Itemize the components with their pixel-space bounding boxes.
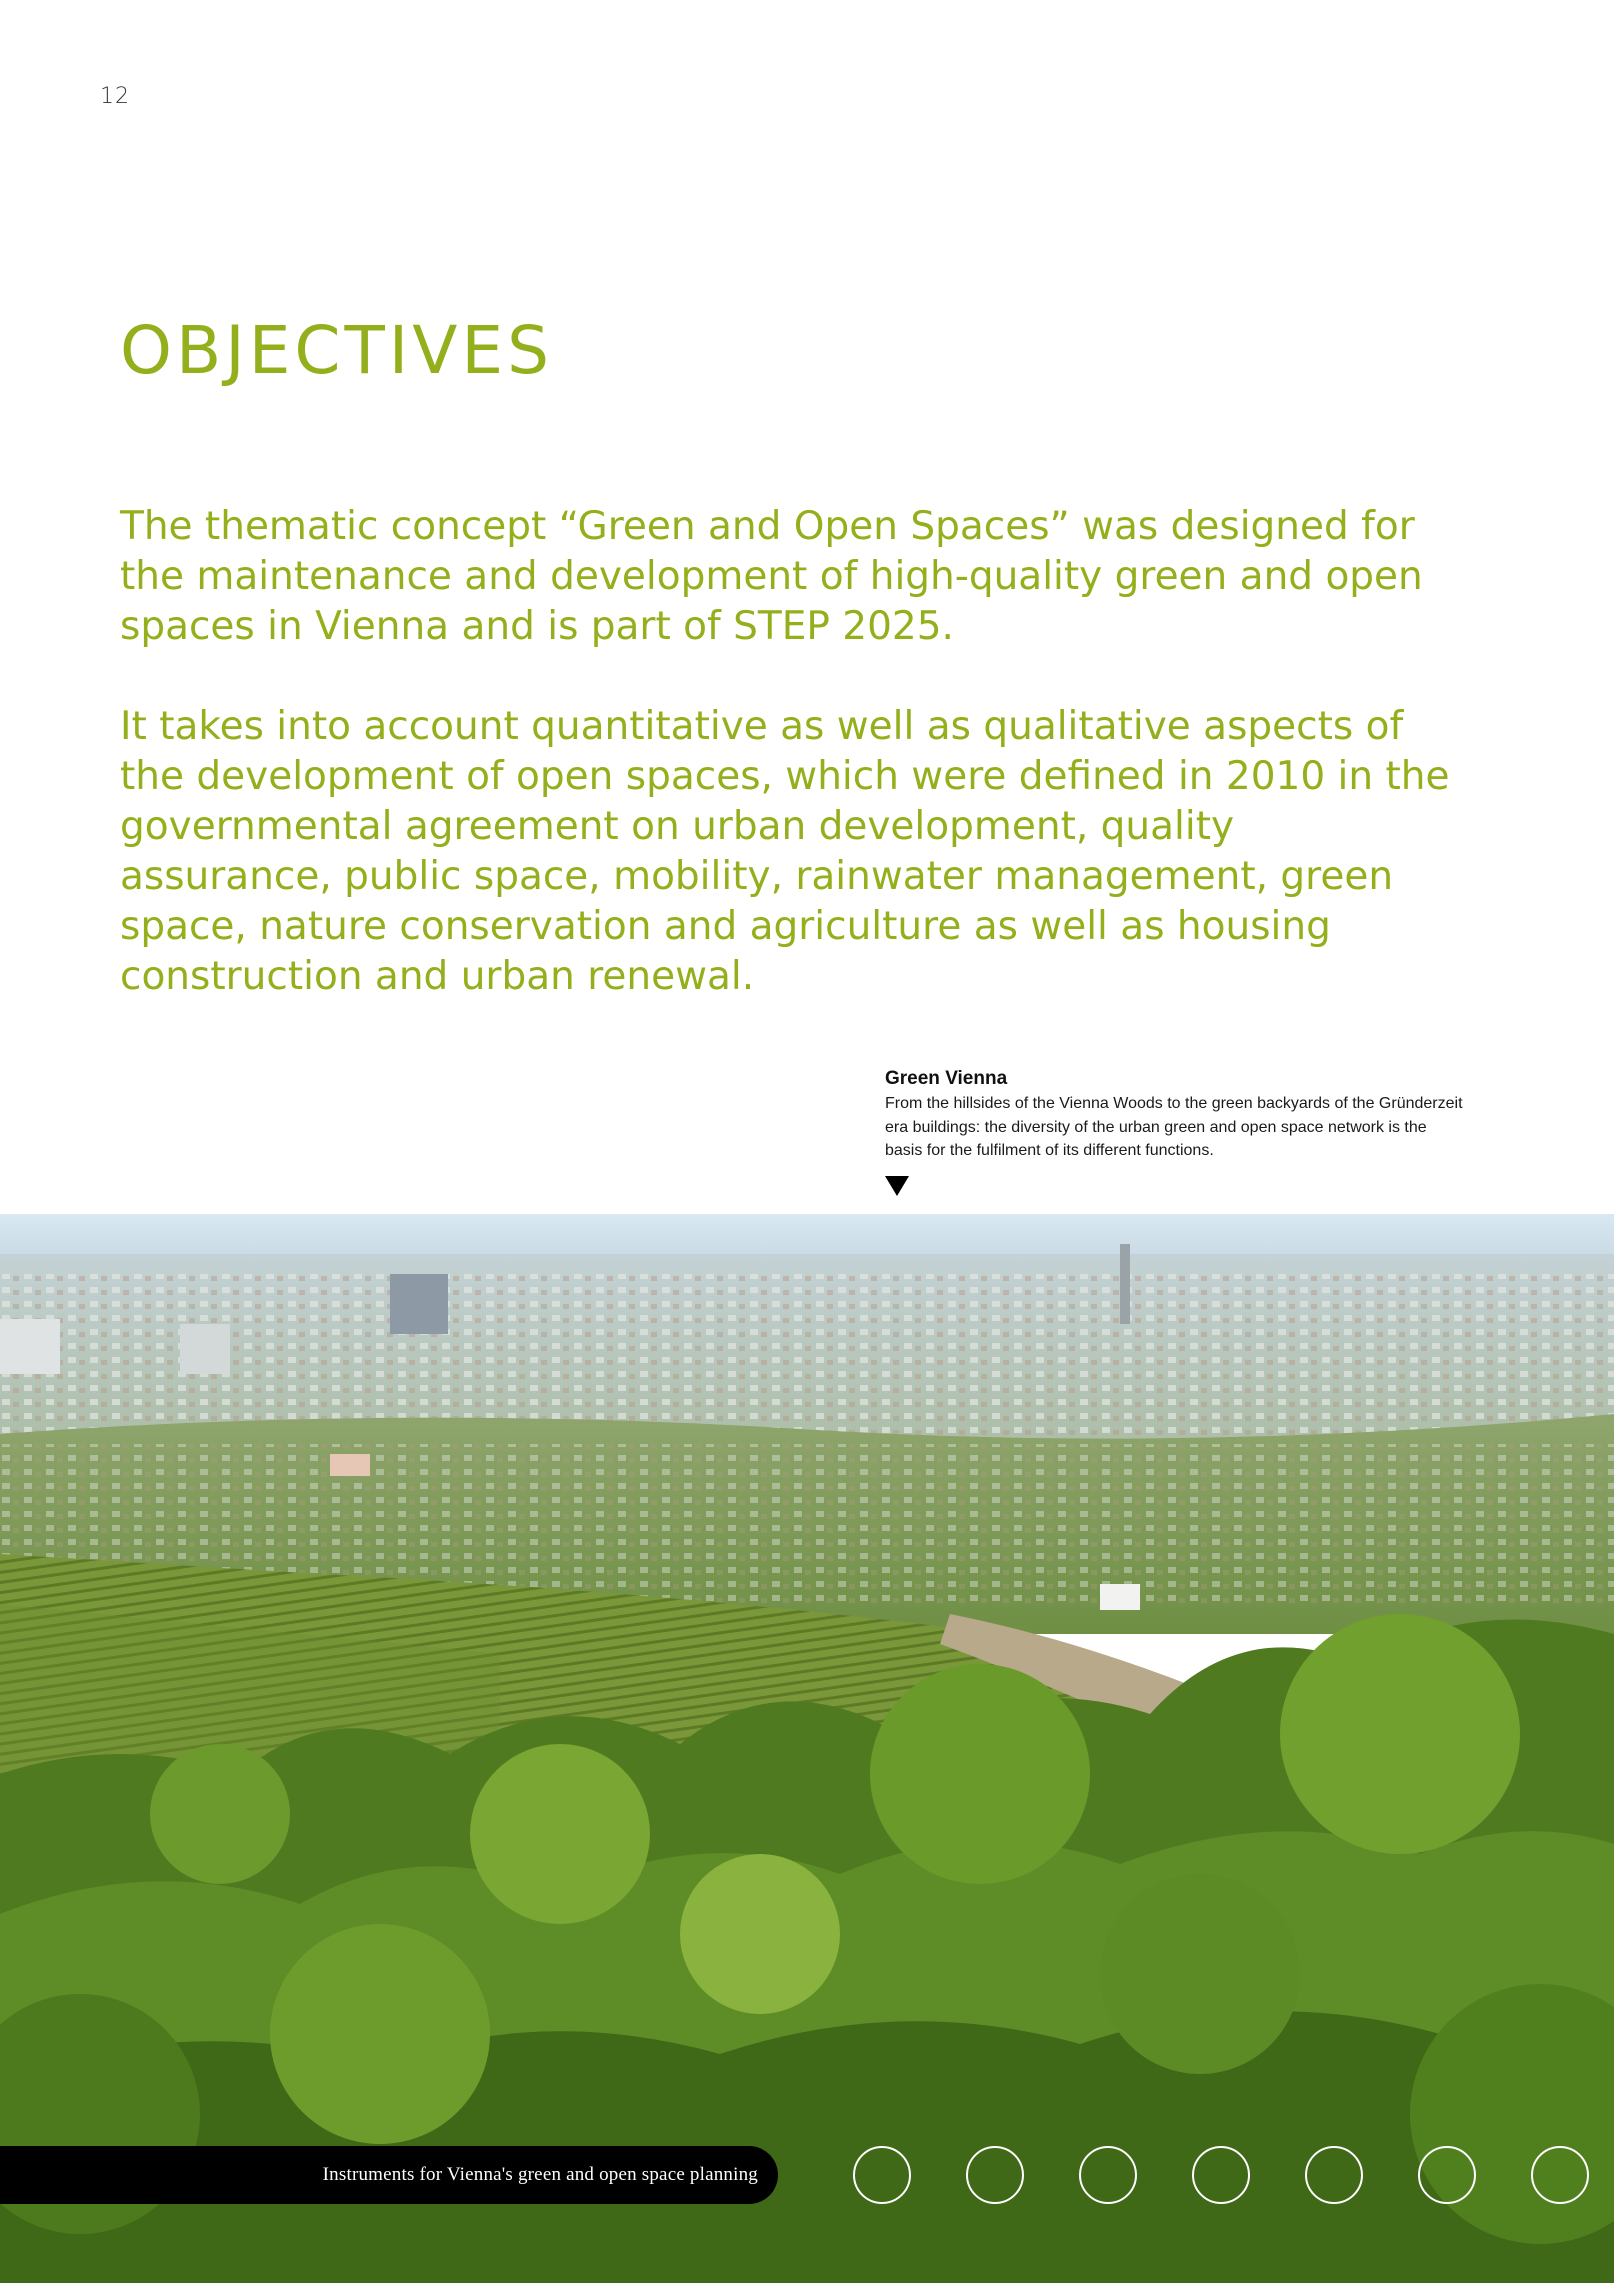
nav-circle-1-icon[interactable] bbox=[853, 2146, 911, 2204]
caption-title: Green Vienna bbox=[885, 1068, 1008, 1089]
intro-paragraph: The thematic concept “Green and Open Spaces” was designed for the maintenance and development of high-quality green and open spaces in Vienna and is part of STEP 2025. bbox=[120, 504, 1423, 649]
caption-text: From the hillsides of the Vienna Woods to the green backyards of the Gründerzeit era buildings: the diversity of the urban green and open space network is the basis for the fulfilment of its different functions. bbox=[885, 1095, 1463, 1159]
nav-circle-5-icon[interactable] bbox=[1305, 2146, 1363, 2204]
nav-circle-2-icon[interactable] bbox=[966, 2146, 1024, 2204]
nav-circle-7-icon[interactable] bbox=[1531, 2146, 1589, 2204]
triangle-down-icon bbox=[885, 1176, 909, 1196]
footer-label: Instruments for Vienna's green and open space planning bbox=[322, 2164, 758, 2185]
page-number: 12 bbox=[100, 84, 130, 109]
nav-circle-6-icon[interactable] bbox=[1418, 2146, 1476, 2204]
photo-caption bbox=[885, 1066, 1465, 1163]
nav-circle-3-icon[interactable] bbox=[1079, 2146, 1137, 2204]
nav-circle-4-icon[interactable] bbox=[1192, 2146, 1250, 2204]
footer-bar bbox=[0, 2146, 778, 2204]
vienna-landscape-photo bbox=[0, 1214, 1614, 2283]
page-title: OBJECTIVES bbox=[120, 312, 554, 389]
objectives-paragraph: It takes into account quantitative as well as qualitative aspects of the development of open spaces, which were defined in 2010 in the governmental agreement on urban development, quality assurance, public space, mobility, rainwater management, green space, nature conservation and agriculture as well as housing construction and urban renewal. bbox=[120, 704, 1450, 999]
